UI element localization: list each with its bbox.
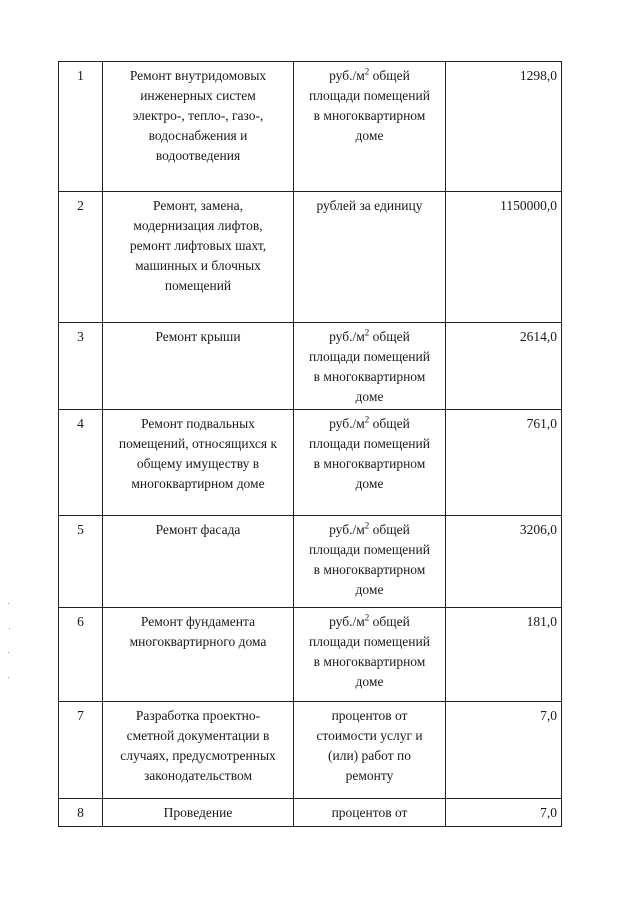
row-number: 3 bbox=[59, 323, 103, 410]
table-row bbox=[59, 323, 562, 410]
work-name-line: Проведение bbox=[163, 805, 233, 820]
work-name-line: машинных и блочных bbox=[135, 258, 261, 273]
unit-cell bbox=[294, 608, 446, 702]
unit-cell bbox=[294, 516, 446, 608]
rates-table bbox=[58, 61, 562, 827]
row-number: 1 bbox=[59, 62, 103, 192]
unit-line: стоимости услуг и bbox=[316, 728, 423, 743]
work-name-line: Ремонт, замена, bbox=[153, 198, 243, 213]
scan-speck bbox=[8, 677, 9, 678]
work-name-line: многоквартирного дома bbox=[129, 634, 267, 649]
work-name-line: Ремонт крыши bbox=[155, 329, 241, 344]
rate-value: 3206,0 bbox=[446, 516, 562, 608]
table-row bbox=[59, 608, 562, 702]
work-name-cell bbox=[103, 516, 294, 608]
work-name-line: Ремонт фасада bbox=[155, 522, 241, 537]
work-name-cell bbox=[103, 608, 294, 702]
row-number: 6 bbox=[59, 608, 103, 702]
work-name-cell bbox=[103, 323, 294, 410]
unit-line: площади помещений bbox=[309, 542, 430, 557]
work-name-cell bbox=[103, 799, 294, 827]
unit-cell bbox=[294, 410, 446, 516]
work-name-line: сметной документации в bbox=[126, 728, 270, 743]
rate-value: 1150000,0 bbox=[446, 192, 562, 323]
unit-cell bbox=[294, 192, 446, 323]
table-row bbox=[59, 62, 562, 192]
work-name-line: помещений bbox=[164, 278, 232, 293]
unit-line: $руб./м^2$ общей bbox=[329, 612, 410, 629]
scan-speck bbox=[8, 603, 9, 604]
unit-line: доме bbox=[355, 674, 384, 689]
unit-line: доме bbox=[355, 128, 384, 143]
unit-line: $руб./м^2$ общей bbox=[329, 414, 410, 431]
rate-value: 7,0 bbox=[446, 702, 562, 799]
row-number: 4 bbox=[59, 410, 103, 516]
unit-line: в многоквартирном bbox=[313, 369, 426, 384]
work-name-line: электро-, тепло-, газо-, bbox=[132, 108, 264, 123]
table-row bbox=[59, 516, 562, 608]
unit-line: площади помещений bbox=[309, 88, 430, 103]
unit-cell bbox=[294, 799, 446, 827]
work-name-line: модернизация лифтов, bbox=[133, 218, 263, 233]
work-name-line: Ремонт подвальных bbox=[141, 416, 255, 431]
scan-speck bbox=[9, 628, 10, 629]
rates-table-body bbox=[59, 62, 562, 827]
work-name-line: случаях, предусмотренных bbox=[120, 748, 276, 763]
unit-line: доме bbox=[355, 476, 384, 491]
unit-line: площади помещений bbox=[309, 436, 430, 451]
unit-line: в многоквартирном bbox=[313, 562, 426, 577]
unit-line: $руб./м^2$ общей bbox=[329, 66, 410, 83]
unit-line: процентов от bbox=[331, 708, 408, 723]
unit-line: площади помещений bbox=[309, 634, 430, 649]
work-name-line: Разработка проектно- bbox=[135, 708, 261, 723]
table-row bbox=[59, 702, 562, 799]
work-name-cell bbox=[103, 410, 294, 516]
work-name-line: общему имуществу в bbox=[136, 456, 260, 471]
work-name-line: водоснабжения и bbox=[148, 128, 248, 143]
unit-cell bbox=[294, 323, 446, 410]
table-row bbox=[59, 192, 562, 323]
unit-line: (или) работ по bbox=[328, 748, 411, 763]
work-name-line: водоотведения bbox=[155, 148, 241, 163]
scan-speck bbox=[8, 652, 9, 653]
work-name-cell bbox=[103, 702, 294, 799]
rate-value: 1298,0 bbox=[446, 62, 562, 192]
unit-line: доме bbox=[355, 582, 384, 597]
unit-line: ремонту bbox=[345, 768, 394, 783]
unit-line: доме bbox=[355, 389, 384, 404]
unit-cell bbox=[294, 62, 446, 192]
work-name-line: помещений, относящихся к bbox=[118, 436, 278, 451]
work-name-cell bbox=[103, 192, 294, 323]
unit-line: площади помещений bbox=[309, 349, 430, 364]
work-name-line: инженерных систем bbox=[140, 88, 256, 103]
unit-line: в многоквартирном bbox=[313, 654, 426, 669]
row-number: 8 bbox=[59, 799, 103, 827]
row-number: 7 bbox=[59, 702, 103, 799]
row-number: 2 bbox=[59, 192, 103, 323]
row-number: 5 bbox=[59, 516, 103, 608]
rate-value: 2614,0 bbox=[446, 323, 562, 410]
rate-value: 761,0 bbox=[446, 410, 562, 516]
rate-value: 7,0 bbox=[446, 799, 562, 827]
work-name-line: Ремонт внутридомовых bbox=[129, 68, 267, 83]
unit-line: $руб./м^2$ общей bbox=[329, 520, 410, 537]
rate-value: 181,0 bbox=[446, 608, 562, 702]
work-name-line: законодательством bbox=[143, 768, 253, 783]
unit-line: в многоквартирном bbox=[313, 108, 426, 123]
work-name-line: ремонт лифтовых шахт, bbox=[129, 238, 267, 253]
unit-line: $руб./м^2$ общей bbox=[329, 327, 410, 344]
unit-line: в многоквартирном bbox=[313, 456, 426, 471]
unit-line: процентов от bbox=[331, 805, 408, 820]
unit-line: рублей за единицу bbox=[316, 198, 423, 213]
unit-cell bbox=[294, 702, 446, 799]
table-row bbox=[59, 799, 562, 827]
work-name-line: многоквартирном доме bbox=[131, 476, 265, 491]
work-name-line: Ремонт фундамента bbox=[140, 614, 256, 629]
work-name-cell bbox=[103, 62, 294, 192]
table-row bbox=[59, 410, 562, 516]
